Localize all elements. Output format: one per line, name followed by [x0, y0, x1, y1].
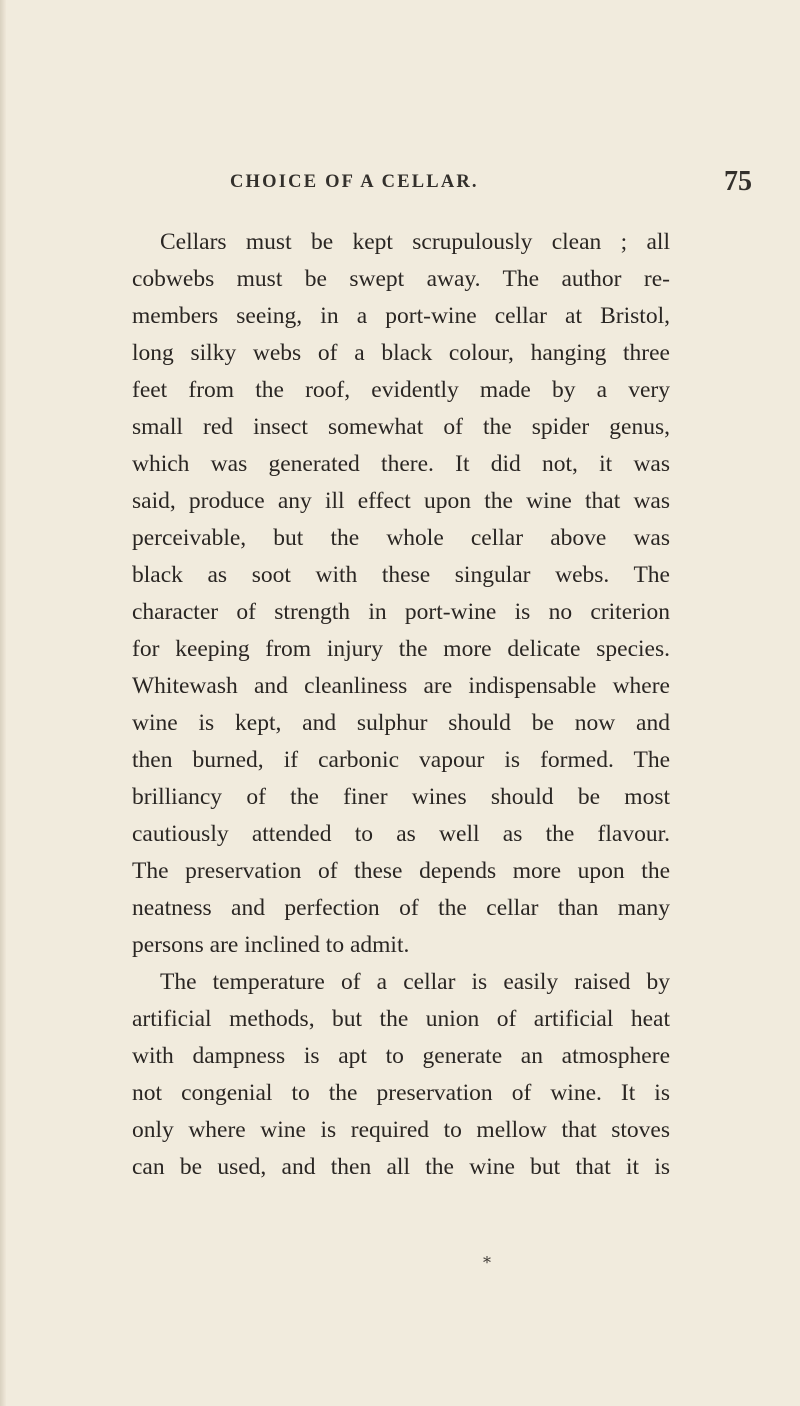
- text-line: cautiously attended to as well as the flavour.: [132, 821, 670, 847]
- text-line: said, produce any ill effect upon the wine that was: [132, 488, 670, 514]
- text-line: not congenial to the preservation of wine. It is: [132, 1080, 670, 1106]
- text-line: wine is kept, and sulphur should be now and: [132, 710, 670, 736]
- text-line: artificial methods, but the union of artificial heat: [132, 1006, 670, 1032]
- text-line: can be used, and then all the wine but that it is: [132, 1154, 670, 1180]
- text-line: Whitewash and cleanliness are indispensable where: [132, 673, 670, 699]
- text-line: for keeping from injury the more delicate species.: [132, 636, 670, 662]
- text-line: which was generated there. It did not, it was: [132, 451, 670, 477]
- text-line: only where wine is required to mellow that stoves: [132, 1117, 670, 1143]
- text-line: long silky webs of a black colour, hanging three: [132, 340, 670, 366]
- text-line: brilliancy of the finer wines should be most: [132, 784, 670, 810]
- text-line: perceivable, but the whole cellar above was: [132, 525, 670, 551]
- running-head: [0, 166, 800, 202]
- text-line: cobwebs must be swept away. The author re-: [132, 266, 670, 292]
- text-line: persons are inclined to admit.: [132, 932, 410, 958]
- text-line: black as soot with these singular webs. The: [132, 562, 670, 588]
- text-line: with dampness is apt to generate an atmosphere: [132, 1043, 670, 1069]
- running-title: CHOICE OF A CELLAR.: [230, 172, 479, 192]
- text-line: The temperature of a cellar is easily raised by: [160, 969, 670, 995]
- page-edge: [0, 0, 6, 1406]
- text-line: then burned, if carbonic vapour is formed. The: [132, 747, 670, 773]
- text-line: Cellars must be kept scrupulously clean ; all: [160, 229, 670, 255]
- text-line: neatness and perfection of the cellar than many: [132, 895, 670, 921]
- text-line: feet from the roof, evidently made by a very: [132, 377, 670, 403]
- text-line: character of strength in port-wine is no criterion: [132, 599, 670, 625]
- text-line: small red insect somewhat of the spider genus,: [132, 414, 670, 440]
- text-line: The preservation of these depends more upon the: [132, 858, 670, 884]
- text-line: members seeing, in a port-wine cellar at Bristol,: [132, 303, 670, 329]
- page-number: 75: [724, 166, 752, 197]
- signature-mark: *: [483, 1253, 491, 1272]
